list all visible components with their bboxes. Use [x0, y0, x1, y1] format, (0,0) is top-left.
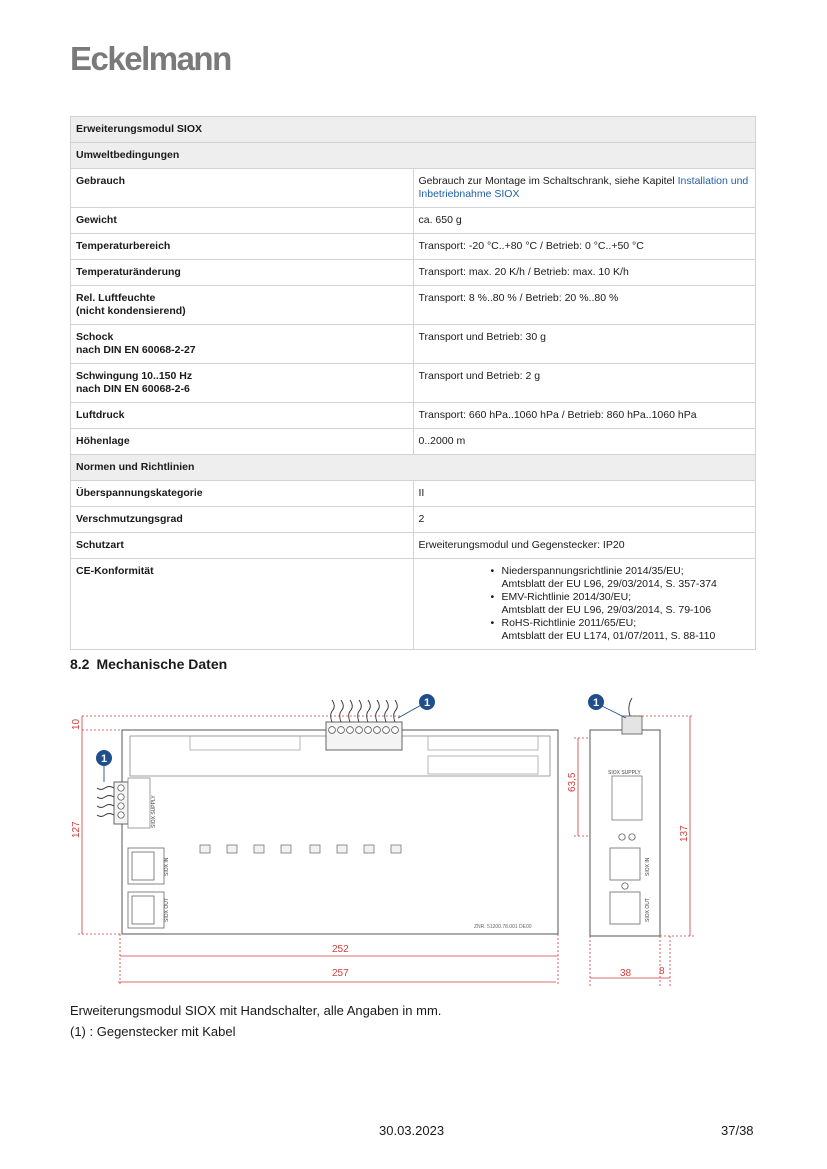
list-item: • RoHS-Richtlinie 2011/65/EU; Amtsblatt der EU L174, 01/07/2011, S. 88-110 — [491, 617, 751, 643]
footer-date: 30.03.2023 — [379, 1123, 445, 1138]
row-value: 0..2000 m — [413, 429, 756, 455]
row-value: Erweiterungsmodul und Gegenstecker: IP20 — [413, 533, 756, 559]
table-row — [71, 286, 756, 325]
row-label: Gebrauch — [71, 169, 414, 208]
ce-directive-list — [419, 565, 751, 643]
row-value: ca. 650 g — [413, 208, 756, 234]
figure-caption: Erweiterungsmodul SIOX mit Handschalter, alle Angaben in mm. — [70, 1003, 442, 1018]
svg-text:252: 252 — [332, 944, 349, 955]
row-label: Temperaturbereich — [71, 234, 414, 260]
svg-text:8: 8 — [659, 966, 665, 977]
table-row — [71, 533, 756, 559]
section-row-environment — [71, 143, 756, 169]
list-item: • EMV-Richtlinie 2014/30/EU; Amtsblatt der EU L96, 29/03/2014, S. 79-106 — [491, 591, 751, 617]
section-row-norms — [71, 455, 756, 481]
row-label: Temperaturänderung — [71, 260, 414, 286]
side-siox-out-label: SIOX OUT — [645, 898, 651, 922]
side-siox-in-label: SIOX IN — [645, 857, 651, 876]
table-row — [71, 481, 756, 507]
table-row — [71, 208, 756, 234]
table-row — [71, 325, 756, 364]
table-title-row — [71, 117, 756, 143]
row-label: Gewicht — [71, 208, 414, 234]
table-row — [71, 403, 756, 429]
table-row — [71, 260, 756, 286]
svg-text:63,5: 63,5 — [567, 772, 578, 792]
mechanical-drawing — [70, 686, 700, 990]
svg-text:38: 38 — [620, 968, 632, 979]
siox-out-label: SIOX OUT — [164, 898, 170, 922]
row-value: Transport und Betrieb: 2 g — [413, 364, 756, 403]
side-view — [590, 698, 660, 936]
table-title: Erweiterungsmodul SIOX — [71, 117, 756, 143]
figure-note: (1) : Gegenstecker mit Kabel — [70, 1024, 236, 1039]
company-logo: Eckelmann — [70, 40, 231, 77]
table-row-ce — [71, 559, 756, 650]
row-value: Transport: max. 20 K/h / Betrieb: max. 10 K/h — [413, 260, 756, 286]
row-label: Luftdruck — [71, 403, 414, 429]
front-view — [97, 700, 558, 934]
svg-text:137: 137 — [679, 825, 690, 842]
row-value: Transport: 8 %..80 % / Betrieb: 20 %..80 % — [413, 286, 756, 325]
svg-text:1: 1 — [592, 697, 600, 709]
row-label: Höhenlage — [71, 429, 414, 455]
row-label: Schwingung 10..150 Hz nach DIN EN 60068-2-6 — [71, 364, 414, 403]
svg-text:257: 257 — [332, 968, 349, 979]
row-label: Verschmutzungsgrad — [71, 507, 414, 533]
section-header-environment: Umweltbedingungen — [71, 143, 756, 169]
table-row — [71, 364, 756, 403]
footer-page-number: 37/38 — [721, 1123, 754, 1138]
section-header-norms: Normen und Richtlinien — [71, 455, 756, 481]
drawing-number: ZNR. 51200.78.001 DE00 — [474, 924, 532, 930]
row-label: Schock nach DIN EN 60068-2-27 — [71, 325, 414, 364]
row-label: Schutzart — [71, 533, 414, 559]
row-value: 2 — [413, 507, 756, 533]
svg-text:127: 127 — [71, 821, 82, 838]
row-value: Transport: -20 °C..+80 °C / Betrieb: 0 °C..+50 °C — [413, 234, 756, 260]
side-siox-supply-label: SIOX SUPPLY — [608, 770, 641, 776]
row-value: Gebrauch zur Montage im Schaltschrank, siehe Kapitel Installation und Inbetriebnahme SIOX — [413, 169, 756, 208]
row-value: II — [413, 481, 756, 507]
row-value — [413, 559, 756, 650]
table-row — [71, 234, 756, 260]
table-row — [71, 429, 756, 455]
list-item: • Niederspannungsrichtlinie 2014/35/EU; Amtsblatt der EU L96, 29/03/2014, S. 357-374 — [491, 565, 751, 591]
table-row — [71, 507, 756, 533]
row-value: Transport und Betrieb: 30 g — [413, 325, 756, 364]
row-label: Rel. Luftfeuchte (nicht kondensierend) — [71, 286, 414, 325]
siox-in-label: SIOX IN — [164, 857, 170, 876]
svg-text:1: 1 — [423, 697, 431, 709]
section-heading: 8.2 Mechanische Daten — [70, 656, 228, 672]
specification-table — [70, 116, 756, 650]
row-label: CE-Konformität — [71, 559, 414, 650]
installation-chapter-link[interactable]: Installation und Inbetriebnahme SIOX — [418, 175, 749, 200]
svg-text:10: 10 — [71, 718, 82, 730]
siox-supply-label: SIOX SUPPLY — [151, 795, 157, 828]
svg-text:1: 1 — [100, 753, 108, 765]
table-row — [71, 169, 756, 208]
row-value: Transport: 660 hPa..1060 hPa / Betrieb: 860 hPa..1060 hPa — [413, 403, 756, 429]
row-label: Überspannungskategorie — [71, 481, 414, 507]
